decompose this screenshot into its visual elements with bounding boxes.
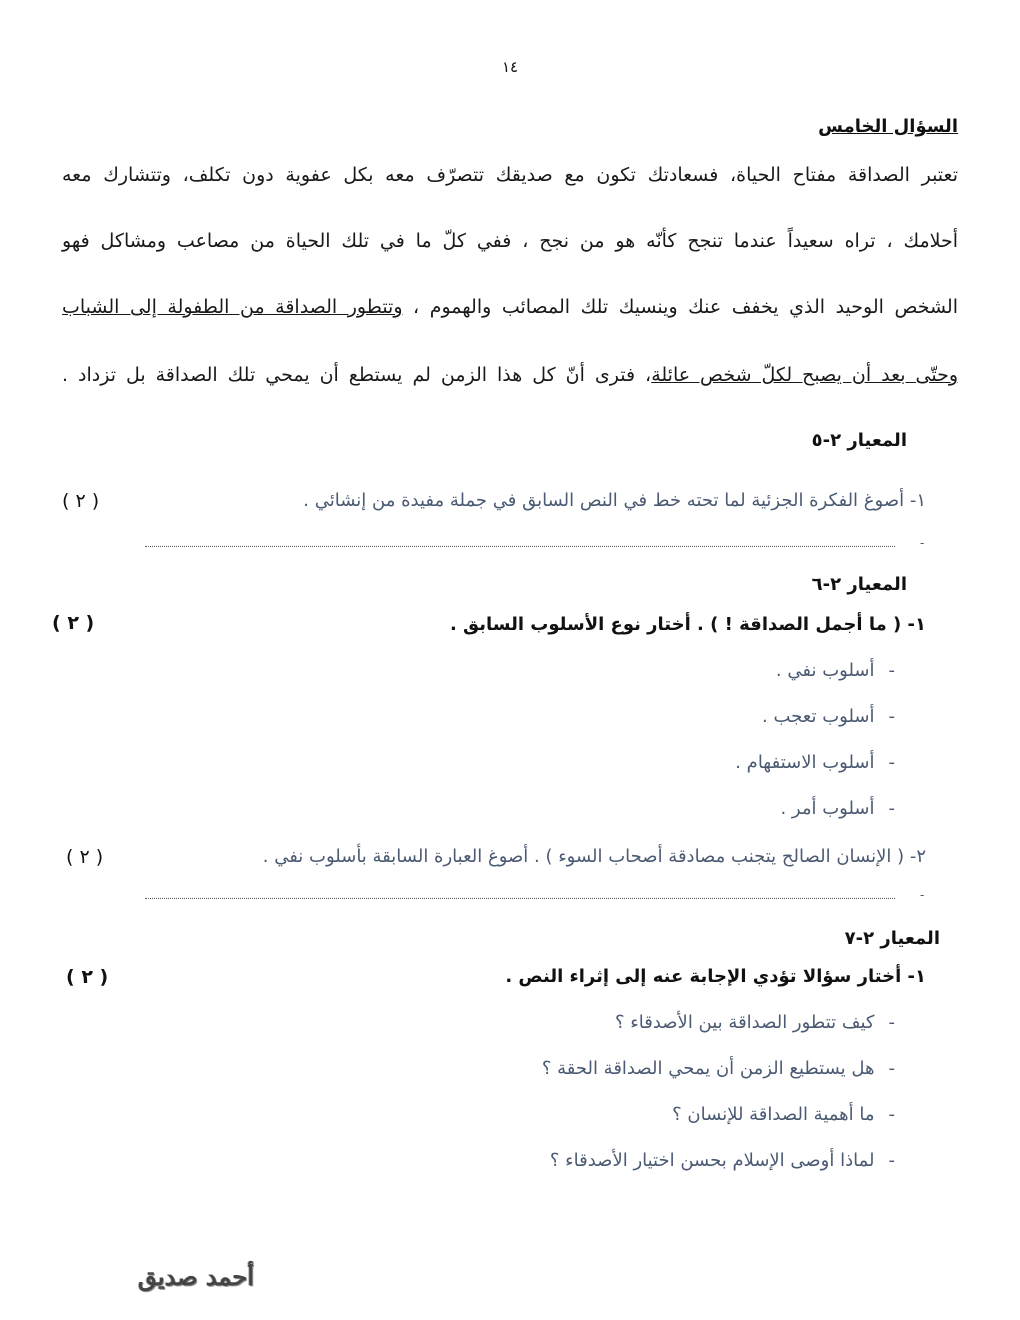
answer-line[interactable] [145,898,895,899]
option-choosing-friends[interactable] [550,1150,895,1171]
question-marks: ( ٢ ) [66,846,104,868]
passage-line-3-text: الشخص الوحيد الذي يخفف عنك وينسيك تلك المصائب والهموم ، [402,296,958,318]
answer-dash: - [920,888,925,902]
page-number: ١٤ [501,58,519,76]
option-bullet: - [888,752,895,773]
option-interrogative-label: أسلوب الاستفهام . [735,752,875,773]
passage-line-4 [62,364,958,386]
option-time-erase[interactable] [542,1058,895,1079]
standard-title-5: المعيار ٢-٥ [811,430,907,451]
standard-title-6: المعيار ٢-٦ [811,574,907,595]
question-enrich-text: ١- أختار سؤالا تؤدي الإجابة عنه إلى إثراء النص . [505,966,926,987]
question-style-type: ١- ( ما أجمل الصداقة ! ) . أختار نوع الأسلوب السابق . [449,614,926,635]
option-time-erase-label: هل يستطيع الزمن أن يمحي الصداقة الحقة ؟ [541,1058,875,1079]
answer-line[interactable] [145,546,895,547]
option-bullet: - [888,706,895,727]
option-negation[interactable] [776,660,895,681]
question-paraphrase-idea: ١- أصوغ الفكرة الجزئية لما تحته خط في النص السابق في جملة مفيدة من إنشائي . [303,490,926,511]
option-friendship-development-label: كيف تتطور الصداقة بين الأصدقاء ؟ [615,1012,875,1033]
option-exclamation-label: أسلوب تعجب . [762,706,875,727]
option-imperative[interactable] [780,798,895,819]
question-marks: ( ٢ ) [62,490,100,512]
option-bullet: - [888,1104,895,1125]
question-marks: ( ٢ ) [52,612,95,634]
passage-line-1: تعتبر الصداقة مفتاح الحياة، فسعادتك تكون مع صديقك تتصرّف معه بكل عفوية دون تكلف، وتتشارك معه [62,164,958,186]
question-rewrite-negation: ٢- ( الإنسان الصالح يتجنب مصادقة أصحاب السوء ) . أصوغ العبارة السابقة بأسلوب نفي . [262,846,926,867]
answer-dash: - [920,536,925,550]
option-friendship-development[interactable] [615,1012,895,1033]
passage-line-4-text: ، فترى أنّ كل هذا الزمن لم يستطع أن يمحي تلك الصداقة بل تزداد . [62,364,652,386]
author-signature: أحمد صديق [138,1262,255,1291]
option-friendship-importance[interactable] [672,1104,895,1125]
standard-title-7: المعيار ٢-٧ [844,928,940,949]
option-friendship-importance-label: ما أهمية الصداقة للإنسان ؟ [672,1104,875,1125]
option-bullet: - [888,1012,895,1033]
option-imperative-label: أسلوب أمر . [780,798,875,819]
option-exclamation[interactable] [762,706,895,727]
passage-line-3 [62,296,958,318]
option-negation-label: أسلوب نفي . [775,660,875,681]
option-bullet: - [888,660,895,681]
passage-underlined-2: وحتّى بعد أن يصبح لكلّ شخص عائلة [651,364,958,386]
question-marks: ( ٢ ) [66,966,109,988]
passage-underlined-1: وتتطور الصداقة من الطفولة إلى الشباب [62,296,403,318]
option-interrogative[interactable] [735,752,895,773]
option-choosing-friends-label: لماذا أوصى الإسلام بحسن اختيار الأصدقاء ؟ [549,1150,875,1171]
option-bullet: - [888,1058,895,1079]
section-title: السؤال الخامس [818,116,958,137]
option-bullet: - [888,798,895,819]
passage-line-2: أحلامك ، تراه سعيداً عندما تنجح كأنّه هو من نجح ، ففي كلّ ما في تلك الحياة من مصاعب ومشاكل فهو [62,230,958,252]
option-bullet: - [888,1150,895,1171]
